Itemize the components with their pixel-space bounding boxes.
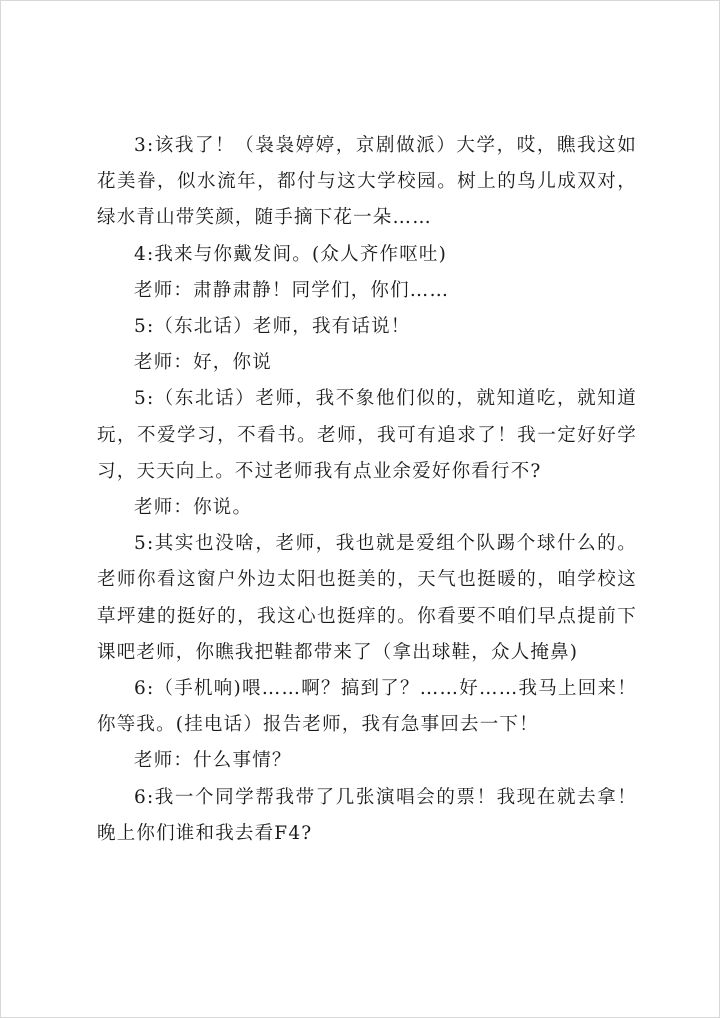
paragraph-5: 老师：好，你说 <box>134 352 272 374</box>
paragraph-7: 老师：你说。 <box>134 497 253 519</box>
paragraph-4: 5:（东北话）老师，我有话说！ <box>134 316 411 338</box>
paragraph-3: 老师：肃静肃静！同学们，你们…… <box>134 279 450 301</box>
paragraph-6: 5:（东北话）老师，我不象他们似的，就知道吃，就知道玩，不爱学习，不看书。老师，我可有追求了！我一定好好学习，天天向上。不过老师我有点业余爱好你看行不? <box>97 388 637 482</box>
paragraph-9: 6:（手机响)喂……啊？搞到了？……好……我马上回来！你等我。(挂电话）报告老师，我有急事回去一下！ <box>97 678 637 736</box>
paragraph-11: 6:我一个同学帮我带了几张演唱会的票！我现在就去拿！晚上你们谁和我去看F4? <box>97 786 637 844</box>
paragraph-8: 5:其实也没啥，老师，我也就是爱组个队踢个球什么的。老师你看这窗户外边太阳也挺美的，天气也挺暖的，咱学校这草坪建的挺好的，我这心也挺痒的。你看要不咱们早点提前下课吧老师，你瞧我把鞋都带来了（拿出球鞋，众人掩鼻) <box>97 533 637 663</box>
script-text-body <box>97 128 637 852</box>
paragraph-2: 4:我来与你戴发间。(众人齐作呕吐) <box>134 243 448 265</box>
paragraph-10: 老师：什么事情？ <box>134 750 292 772</box>
paragraph-1: 3:该我了！（袅袅婷婷，京剧做派）大学，哎，瞧我这如花美眷，似水流年，都付与这大学校园。树上的鸟儿成双对，绿水青山带笑颜，随手摘下花一朵…… <box>97 135 637 229</box>
